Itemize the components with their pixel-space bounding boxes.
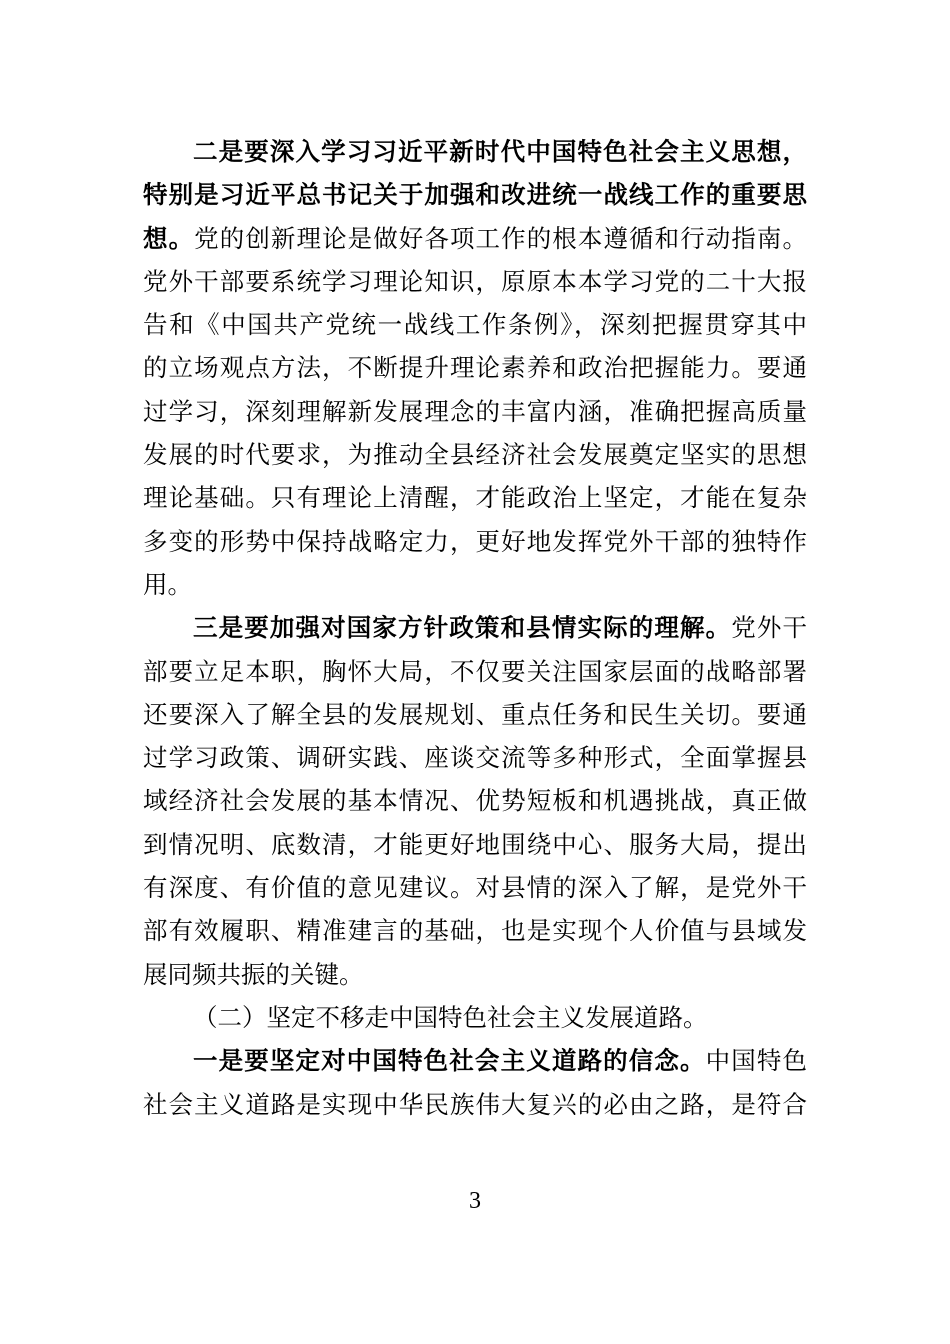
bold-lead-text: 特别是习近平总书记关于加强和改进统一战线工作的重要思 (143, 180, 807, 210)
text-line (143, 1039, 807, 1082)
body-text: 部有效履职、精准建言的基础，也是实现个人价值与县域发 (143, 916, 807, 946)
section-heading (143, 996, 807, 1039)
body-text: 过学习政策、调研实践、座谈交流等多种形式，全面掌握县 (143, 743, 807, 773)
bold-lead-text: 想。 (143, 223, 195, 253)
paragraph (143, 1039, 807, 1126)
page-number: 3 (469, 1188, 481, 1214)
text-line (143, 476, 807, 519)
text-line (143, 650, 807, 693)
text-line (143, 606, 807, 649)
text-line (143, 130, 807, 173)
text-line (143, 823, 807, 866)
text-line (143, 736, 807, 779)
text-line (143, 303, 807, 346)
text-line (143, 390, 807, 433)
text-line (143, 433, 807, 476)
text-line (143, 953, 807, 996)
body-text: 有深度、有价值的意见建议。对县情的深入了解，是党外干 (143, 873, 807, 903)
text-line (143, 1083, 807, 1126)
text-line (143, 173, 807, 216)
body-text: 社会主义道路是实现中华民族伟大复兴的必由之路，是符合 (143, 1089, 807, 1119)
body-text: 的立场观点方法，不断提升理论素养和政治把握能力。要通 (143, 353, 807, 383)
text-line (143, 779, 807, 822)
body-text: 还要深入了解全县的发展规划、重点任务和民生关切。要通 (143, 699, 807, 729)
body-text: 党外干部要系统学习理论知识，原原本本学习党的二十大报 (143, 266, 807, 296)
body-text: 党的创新理论是做好各项工作的根本遵循和行动指南。 (194, 223, 808, 253)
document-body (143, 130, 807, 1126)
body-text: 域经济社会发展的基本情况、优势短板和机遇挑战，真正做 (143, 786, 807, 816)
paragraph (143, 606, 807, 996)
text-line (143, 996, 807, 1039)
body-text: 用。 (143, 569, 192, 599)
text-line (143, 909, 807, 952)
text-line (143, 563, 807, 606)
body-text: 发展的时代要求，为推动全县经济社会发展奠定坚实的思想 (143, 440, 807, 470)
text-line (143, 260, 807, 303)
text-line (143, 520, 807, 563)
body-text: 中国特色 (705, 1046, 808, 1076)
bold-lead-text: 一是要坚定对中国特色社会主义道路的信念。 (193, 1046, 706, 1076)
body-text: 多变的形势中保持战略定力，更好地发挥党外干部的独特作 (143, 526, 807, 556)
paragraph (143, 130, 807, 606)
body-text: 展同频共振的关键。 (143, 959, 364, 989)
body-text: 理论基础。只有理论上清醒，才能政治上坚定，才能在复杂 (143, 483, 807, 513)
body-text: 部要立足本职，胸怀大局，不仅要关注国家层面的战略部署 (143, 656, 807, 686)
bold-lead-text: 三是要加强对国家方针政策和县情实际的理解。 (193, 613, 732, 643)
body-text: 党外干 (731, 613, 808, 643)
text-line (143, 866, 807, 909)
text-line (143, 346, 807, 389)
body-text: 过学习，深刻理解新发展理念的丰富内涵，准确把握高质量 (143, 396, 807, 426)
text-line (143, 693, 807, 736)
body-text: 告和《中国共产党统一战线工作条例》，深刻把握贯穿其中 (143, 310, 807, 340)
text-line (143, 217, 807, 260)
body-text: 到情况明、底数清，才能更好地围绕中心、服务大局，提出 (143, 829, 807, 859)
body-text: （二）坚定不移走中国特色社会主义发展道路。 (193, 1002, 708, 1032)
bold-lead-text: 二是要深入学习习近平新时代中国特色社会主义思想， (193, 137, 807, 166)
